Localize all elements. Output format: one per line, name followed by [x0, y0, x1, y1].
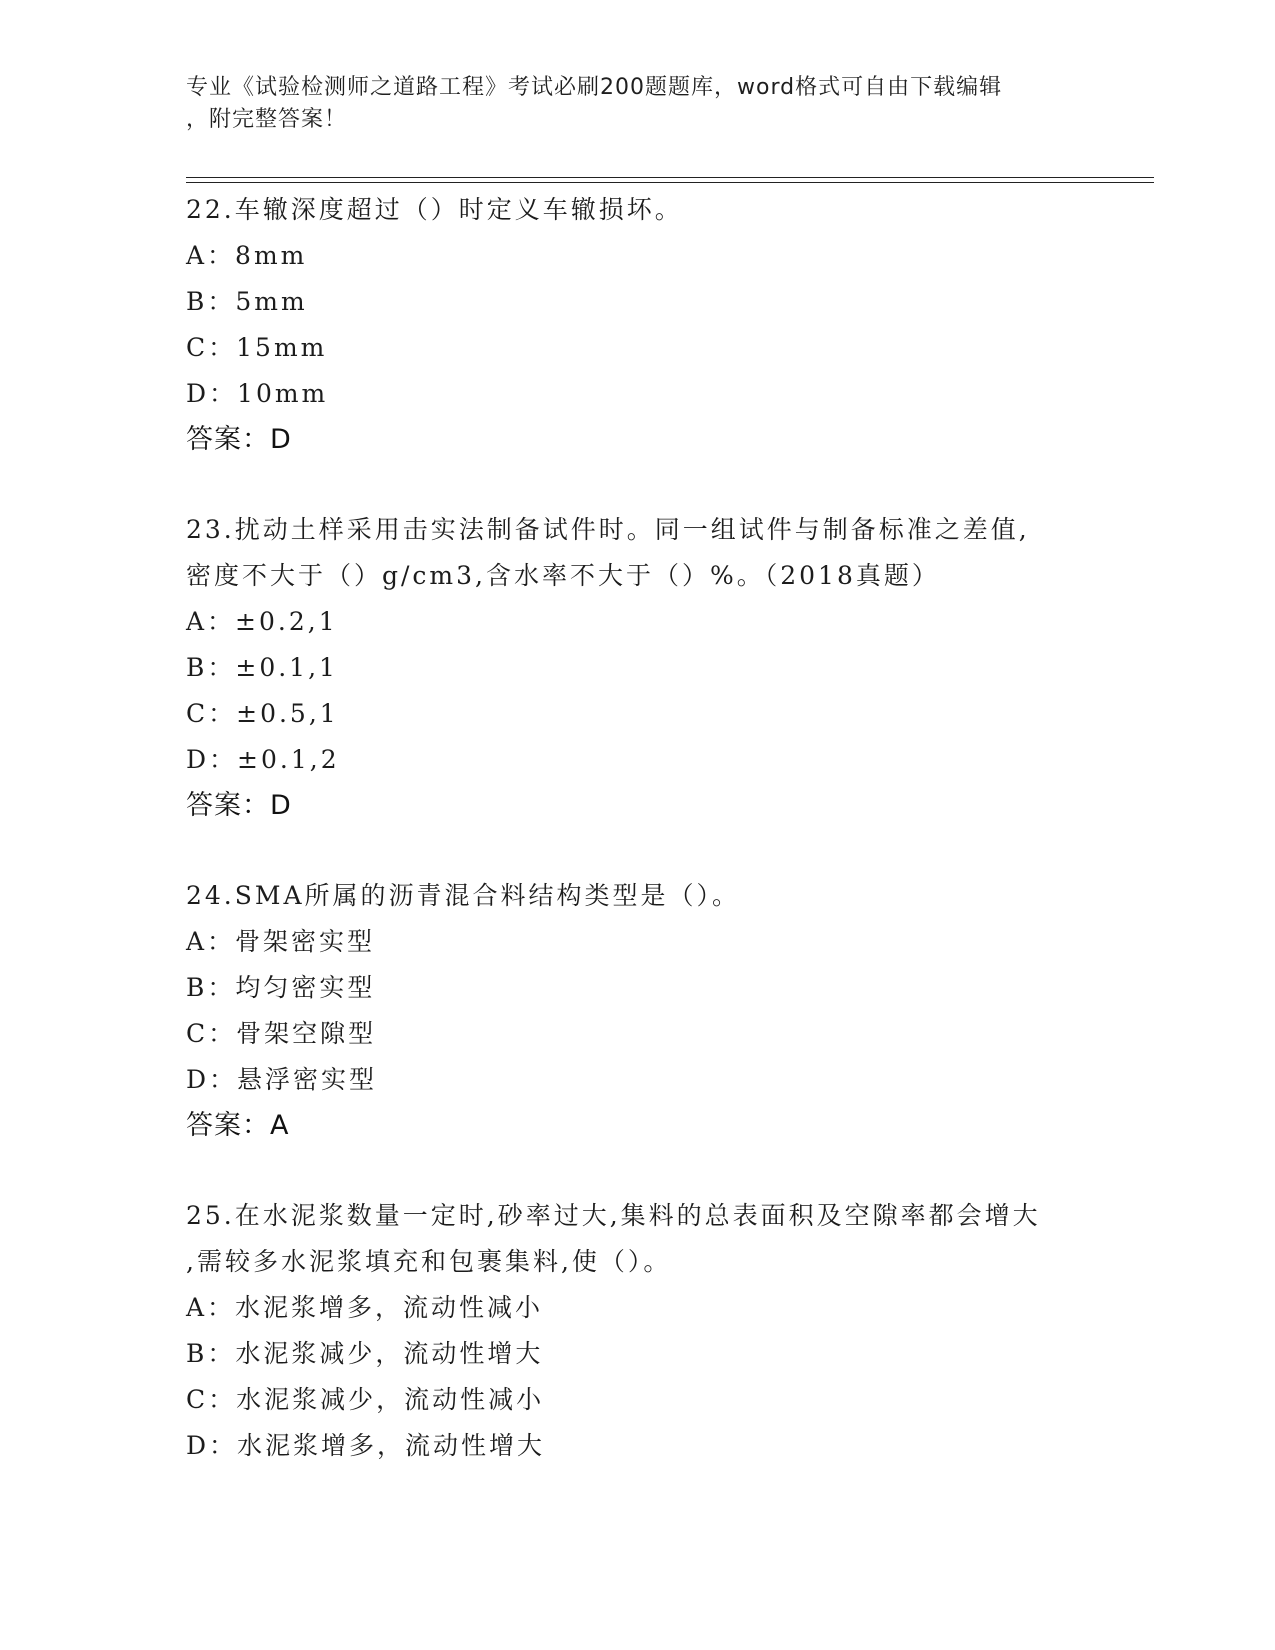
question-stem: 25.在水泥浆数量一定时,砂率过大,集料的总表面积及空隙率都会增大: [186, 1201, 1041, 1230]
option-d: D：水泥浆增多，流动性增大: [186, 1431, 546, 1460]
header-title-line-2: ，附完整答案！: [186, 107, 348, 132]
document-header: [186, 72, 1086, 136]
header-title-line-1: 专业《试验检测师之道路工程》考试必刷200题题库，word格式可自由下载编辑: [186, 75, 1003, 100]
question-24: [186, 873, 1086, 1149]
question-22: [186, 187, 1086, 463]
option-a: A：±0.2,1: [186, 607, 338, 636]
answer-label: 答案：D: [186, 424, 292, 455]
header-divider-top: [186, 177, 1154, 178]
option-d: D：10mm: [186, 379, 329, 408]
option-c: C：水泥浆减少，流动性减小: [186, 1385, 545, 1414]
option-c: C：±0.5,1: [186, 699, 339, 728]
question-stem: 22.车辙深度超过（）时定义车辙损坏。: [186, 195, 683, 224]
option-a: A：8mm: [186, 241, 308, 270]
option-b: B：5mm: [186, 287, 308, 316]
question-stem: 23.扰动土样采用击实法制备试件时。同一组试件与制备标准之差值,: [186, 515, 1030, 544]
option-c: C：15mm: [186, 333, 328, 362]
question-stem: 24.SMA所属的沥青混合料结构类型是（）。: [186, 881, 741, 910]
option-a: A：水泥浆增多，流动性减小: [186, 1293, 544, 1322]
question-25: [186, 1193, 1086, 1469]
header-divider-bottom: [186, 182, 1154, 183]
answer-label: 答案：D: [186, 790, 292, 821]
question-stem-continued: ,需较多水泥浆填充和包裹集料,使（）。: [186, 1247, 672, 1276]
option-b: B：水泥浆减少，流动性增大: [186, 1339, 544, 1368]
option-d: D：悬浮密实型: [186, 1065, 378, 1094]
question-23: [186, 507, 1086, 829]
option-b: B：均匀密实型: [186, 973, 376, 1002]
answer-label: 答案：A: [186, 1110, 290, 1141]
option-d: D：±0.1,2: [186, 745, 340, 774]
option-a: A：骨架密实型: [186, 927, 376, 956]
question-stem-continued: 密度不大于（）g/cm3,含水率不大于（）%。（2018真题）: [186, 561, 940, 590]
option-b: B：±0.1,1: [186, 653, 338, 682]
option-c: C：骨架空隙型: [186, 1019, 377, 1048]
